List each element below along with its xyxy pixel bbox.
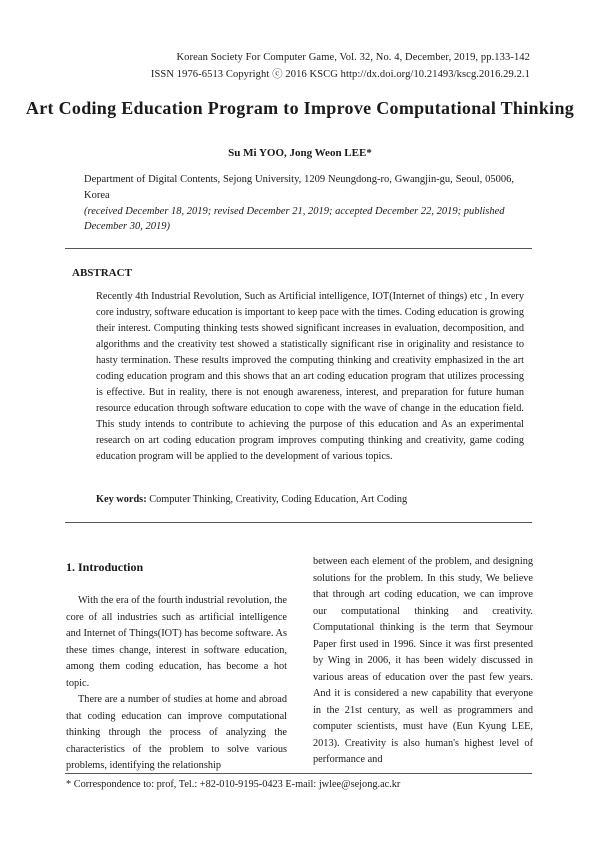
divider xyxy=(65,522,532,523)
keywords xyxy=(96,494,407,505)
keywords-label: Key words: xyxy=(96,494,147,505)
submission-dates: (received December 18, 2019; revised December 21, 2019; accepted December 22, 2019; published December 30, 2019) xyxy=(84,206,505,232)
correspondence-footnote: * Correspondence to: prof, Tel.: +82-010-9195-0423 E-mail: jwlee@sejong.ac.kr xyxy=(66,779,401,790)
paragraph: There are a number of studies at home and abroad that coding education can improve computational thinking through the process of analyzing the characteristics of the problem to solve various problems, identifying the relationship xyxy=(66,694,287,771)
paragraph: With the era of the fourth industrial revolution, the core of all industries such as artificial intelligence and Internet of Things(IOT) has become software. As these times change, interest in software education, among them coding education, has become a hot topic. xyxy=(66,595,287,689)
journal-citation: Korean Society For Computer Game, Vol. 32, No. 4, December, 2019, pp.133-142 xyxy=(176,52,530,63)
abstract-body: Recently 4th Industrial Revolution, Such as Artificial intelligence, IOT(Internet of things) etc , In every core industry, software education is important to keep pace with the times. Coding education is growing their interest. Computing thinking tests showed significant increases in evaluation, decomposition, and algorithms and the creativity test showed a statistically significant rise in originality and resistance to hasty termination. These results improved the computing thinking and creativity emphasized in the art coding education program and this shows that an art coding education program that utilizes processing is effective. But in reality, there is not enough awareness, interest, and preparation for future human resource education through software education to cope with the wave of change in the education field. This study intends to contribute to achieving the purpose of this education and As an experimental research on art coding education program improves computing thinking and creativity, game coding education program will be applied to the development of various topics. xyxy=(96,291,524,462)
affiliation: Department of Digital Contents, Sejong University, 1209 Neungdong-ro, Gwangjin-gu, Seoul, 05006, Korea xyxy=(84,174,514,201)
paragraph: between each element of the problem, and designing solutions for the problem. In this study, We believe that through art coding education, we can improve our computational thinking and creativity. Computational thinking is the term that Seymour Paper first used in 1996. Since it was first presented by Wing in 2006, it has been widely discussed in various areas of education over the past few years. And it is considered a new capability that everyone in the 21st century, as well as programmers and computer scientists, must have (Eun Kyung LEE, 2013). Creativity is also human's highest level of performance and xyxy=(313,556,533,765)
divider xyxy=(65,248,532,249)
keywords-text: Computer Thinking, Creativity, Coding Education, Art Coding xyxy=(149,494,408,505)
abstract-heading: ABSTRACT xyxy=(72,267,132,279)
issn-doi-line: ISSN 1976-6513 Copyright ⓒ 2016 KSCG http://dx.doi.org/10.21493/kscg.2016.29.2.1 xyxy=(150,69,530,80)
section-heading: 1. Introduction xyxy=(66,560,144,574)
authors: Su Mi YOO, Jong Weon LEE* xyxy=(228,147,372,159)
paper-title: Art Coding Education Program to Improve Computational Thinking xyxy=(25,98,575,118)
right-column xyxy=(313,554,533,769)
footnote-divider xyxy=(65,773,532,774)
left-column xyxy=(66,593,287,775)
